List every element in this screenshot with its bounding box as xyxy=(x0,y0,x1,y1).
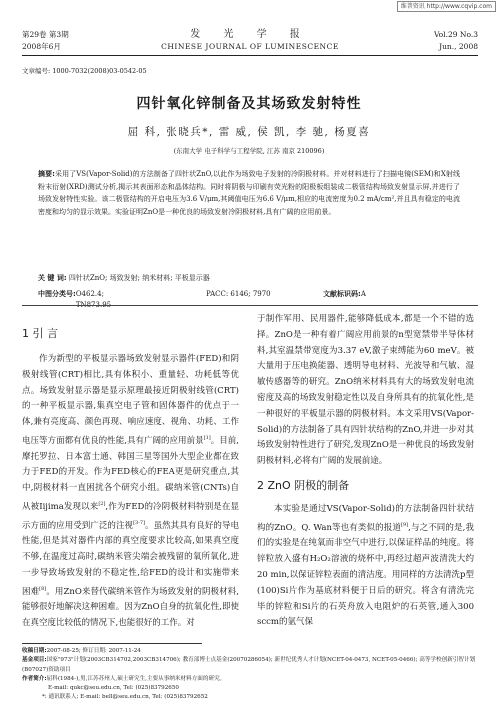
footnotes xyxy=(22,647,478,703)
intro-continued-paragraph: 于制作军用、民用器件,能够降低成本,都是一个不错的选择。ZnO是一种有着广阔应用前景的n型宽禁带半导体材料,其室温禁带宽度为3.37 eV,激子束缚能为60 meV。被大量用于压电换能器、透明导电材料、光波导和气敏、湿敏传感器等的研究。ZnO纳米材料具有大的场致发射电流密度及高的场致发射稳定性以及自身所具有的抗氧化性,是一种很好的平板显示器的阴极材料。本文采用VS(Vapor-Solid)的方法制备了具有四针状结构的ZnO,并进一步对其场致发射特性进行了研究,发现ZnO是一种优良的场致发射阴极材料,必将有广阔的发展前途。 xyxy=(257,314,474,467)
article-number: 文章编号: 1000-7032(2008)03-0542-05 xyxy=(22,67,147,75)
clc-code: O462.4; TN873.95 xyxy=(75,290,112,309)
citation: [8] xyxy=(39,585,47,592)
clc-label: 中图分类号: xyxy=(38,290,76,298)
date-en: Jun., 2008 xyxy=(439,42,478,51)
citation: [9] xyxy=(401,521,409,528)
section-title-preparation: 2 ZnO 阴极的制备 xyxy=(257,478,350,492)
keywords xyxy=(38,273,460,284)
affiliation: (东南大学 电子科学与工程学院, 江苏 南京 210096) xyxy=(173,147,325,155)
pacc-code: PACC: 6146; 7970 xyxy=(206,290,271,298)
running-header-bottom xyxy=(22,42,478,54)
keywords-label: 关 键 词: xyxy=(38,274,67,282)
footnote-corresponding: *: 通讯联系人; E-mail: bell@seu.edu.cn, Tel: (025)83792652 xyxy=(42,694,208,701)
footnote-email: E-mail: qukc@seu.edu.cn, Tel: (025)83792650 xyxy=(48,685,179,692)
date-cn: 2008年6月 xyxy=(22,42,61,51)
author-list: 屈 科, 张晓兵*, 雷 威, 侯 凯, 李 驰, 杨夏喜 xyxy=(127,126,371,138)
header-rule xyxy=(22,55,478,56)
citation: [3-7] xyxy=(133,519,146,526)
citation: [1] xyxy=(203,434,211,441)
footnote-author: 作者简介:屈科(1984-),男,江苏苏州人,硕士研究生,主要从事纳米材料方面的研究。 xyxy=(22,675,226,682)
keywords-text: 四针状ZnO; 场致发射; 纳米材料; 平板显示器 xyxy=(68,274,210,282)
citation: [2] xyxy=(98,501,106,507)
volume-en: Vol.29 No.3 xyxy=(433,30,478,39)
doc-label: 文献标识码: xyxy=(323,290,361,298)
abstract-rule xyxy=(22,305,478,306)
watermark: 维普资讯 http://www.cqvip.com xyxy=(397,1,496,12)
footnote-funding: 基金项目:国家"973"计划(2003CB314702,2003CB314706); 教育部博士点基金(20070286054); 新世纪优秀人才计划(NCET-04-0473, NCET-05-0466); 高等学校创新引智计划(B07027)资助项目 xyxy=(22,657,476,673)
section-title-intro: 1 引 言 xyxy=(22,327,58,340)
doc-code: A xyxy=(360,290,366,298)
footnote-rule xyxy=(22,643,202,644)
left-column xyxy=(22,312,239,632)
right-column xyxy=(257,312,474,631)
volume-cn: 第29卷 第3期 xyxy=(22,30,69,39)
abstract-text: 采用了VS(Vapor-Solid)的方法制备了四针状ZnO,以此作为场致电子发射的冷阴极材料。并对材料进行了扫描电镜(SEM)和X射线粉末衍射(XRD)测试分析,揭示其表面形态和晶体结构。同时将阴极与印刷有荧光粉的阳极板组装成二极管结构场致发射显示屏,并进行了场致发射特性实验。该二极管结构的开启电压为3.6 V/μm,其阈值电压为6.6 V/μm,相应的电流密度为0.2 mA/cm²,并且具有稳定的电流密度和均匀的显示效果。实验证明ZnO是一种优良的场致发射冷阴极材料,具有广阔的应用前景。 xyxy=(38,170,460,216)
running-header-top xyxy=(22,30,478,42)
abstract xyxy=(38,168,460,218)
paper-title: 四针氧化锌制备及其场致发射特性 xyxy=(136,96,362,112)
journal-cn: 发 光 学 报 xyxy=(190,29,310,40)
intro-paragraph: 作为新型的平板显示器场致发射显示器件(FED)和阴极射线管(CRT)相比,具有体积小、重量轻、功耗低等优点。场致发射显示器是显示原理最接近阴极射线管(CRT)的一种平板显示器,集真空电子管和固体器件的优点于一体,兼有亮度高、颜色再现、响应速度、视角、功耗、工作电压等方面都有优良的性能,具有广阔的应用前景[1]。目前,摩托罗拉、日本富士通、韩国三星等国外大型企业都在致力于FED的开发。作为FED核心的FEA更是研究重点,其中,阴极材料一直困扰各个研究小组。碳纳米管(CNTs)自从被Iijima发现以来[2],作为FED的冷阴极材料特别是在显示方面的应用受到广泛的注视[3-7]。虽然其具有良好的导电性能,但是其对器件内部的真空度要求比较高,如果真空度不够,在温度过高时,碳纳米管尖端会被残留的氧所氧化,进一步导致场致发射的不稳定性,给FED的设计和实施带来困难[8]。用ZnO来替代碳纳米管作为场致发射的阴极材料,能够很好地解决这种困难。因为ZnO自身的抗氧化性,即使在真空度比较低的情况下,也能很好的工作。对 xyxy=(22,354,240,629)
journal-en: CHINESE JOURNAL OF LUMINESCENCE xyxy=(161,42,339,51)
footnote-received: 收稿日期:2007-08-25; 修订日期: 2007-11-24 xyxy=(22,648,141,654)
preparation-paragraph: 本实验是通过VS(Vapor-Solid)的方法制备四针状结构的ZnO。Q. Wan等也有类似的报道[9],与之不同的是,我们的实验是在纯氧而非空气中进行,以保证样品的纯度。将锌粒放入盛有H₂O₂溶液的烧杯中,再经过超声波清洗大约20 min,以保证锌粒表面的清洁度。用同样的方法清洗p型(100)Si片作为基底材料便于日后的研究。将含有清洗完毕的锌粒和Si片的石英舟放入电阻炉的石英管,通入300 sccm的氩气保 xyxy=(257,503,474,628)
abstract-label: 摘要: xyxy=(38,170,55,178)
